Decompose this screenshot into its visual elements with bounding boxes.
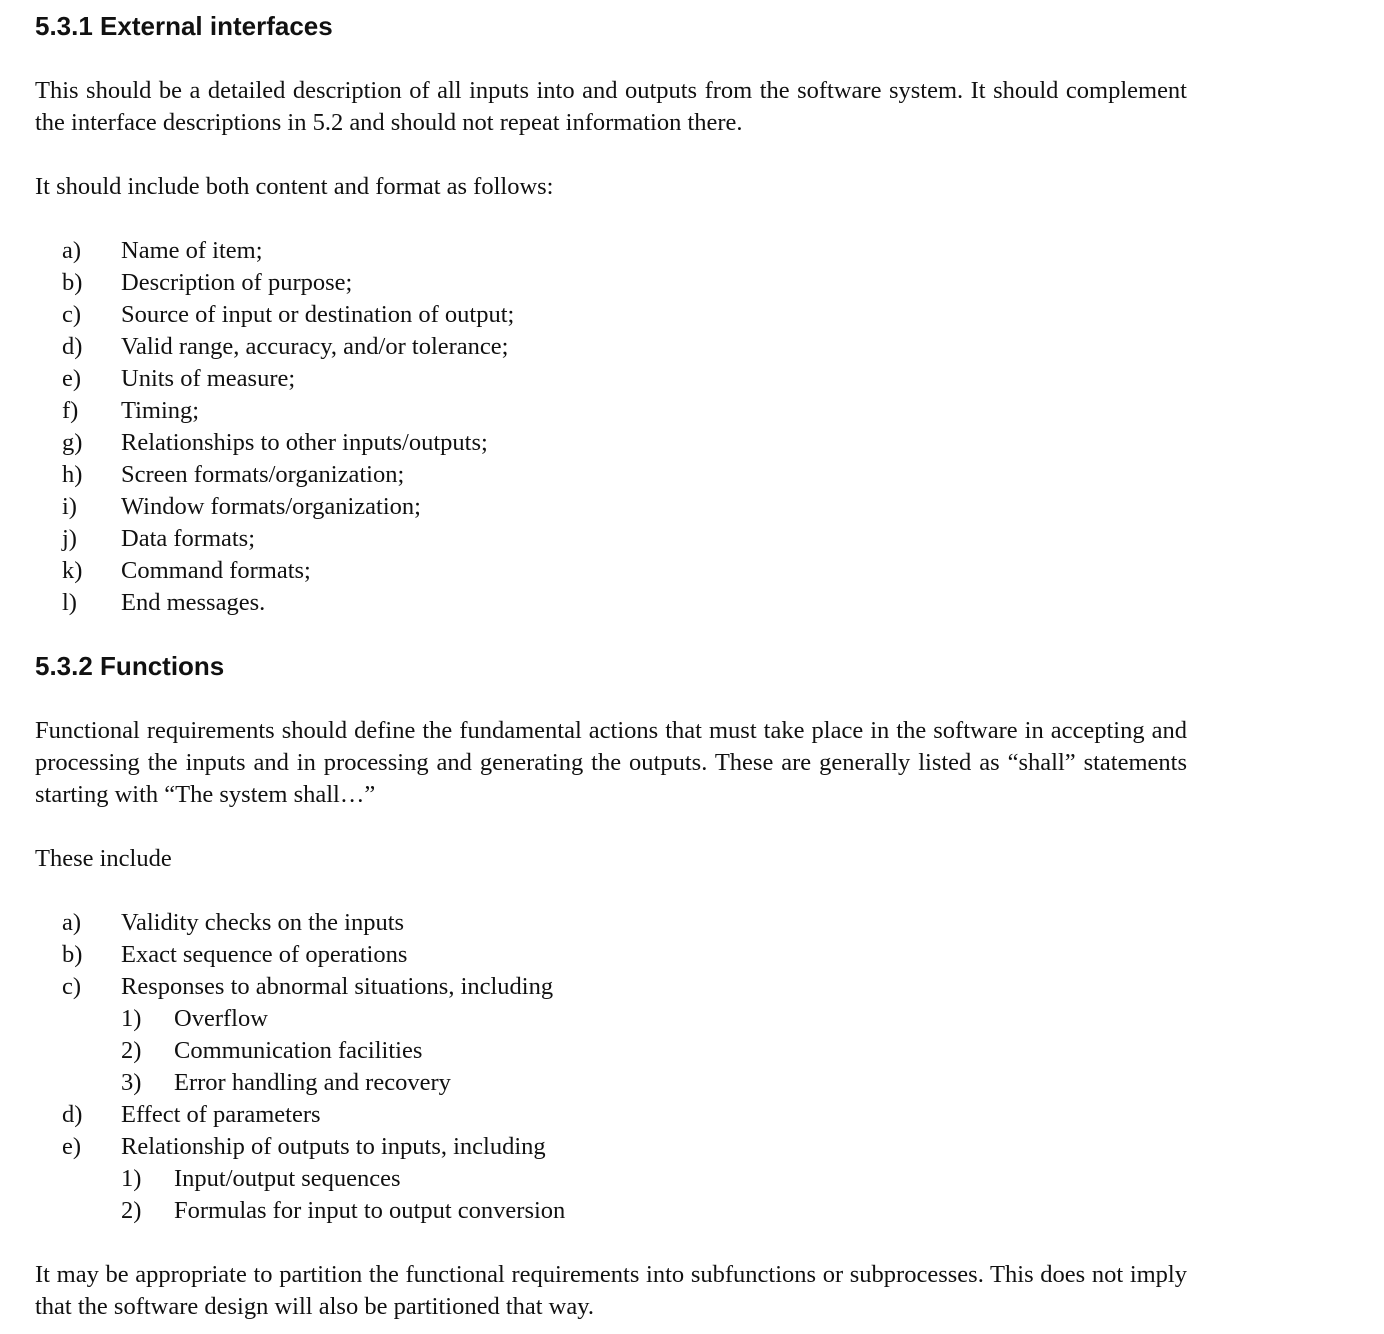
list-marker: b) bbox=[62, 269, 83, 296]
sub-list-item bbox=[35, 1003, 1187, 1035]
list-item-text: Responses to abnormal situations, including bbox=[121, 973, 554, 1000]
list-item bbox=[35, 939, 1187, 971]
list-item bbox=[35, 1099, 1187, 1131]
list-item-text: Relationships to other inputs/outputs; bbox=[121, 429, 488, 456]
sub-list-item bbox=[35, 1163, 1187, 1195]
list-marker: l) bbox=[62, 589, 77, 616]
list-item bbox=[35, 971, 1187, 1003]
list-item bbox=[35, 299, 1187, 331]
list-item-text: Data formats; bbox=[121, 525, 256, 552]
list-marker: 3) bbox=[121, 1069, 142, 1096]
list-item-text: Command formats; bbox=[121, 557, 311, 584]
list-marker: c) bbox=[62, 301, 82, 328]
list-item bbox=[35, 427, 1187, 459]
list-item-text: Units of measure; bbox=[121, 365, 296, 392]
paragraph-partitioning-note: It may be appropriate to partition the functional requirements into subfunctions or subprocesses. This does not imply that the software design will also be partitioned that way. bbox=[35, 1261, 1187, 1320]
list-item-text: Name of item; bbox=[121, 237, 263, 264]
list-item-text: Communication facilities bbox=[174, 1037, 423, 1064]
list-item-text: Formulas for input to output conversion bbox=[174, 1197, 566, 1224]
sub-list-item bbox=[35, 1035, 1187, 1067]
list-item-text: Source of input or destination of output; bbox=[121, 301, 515, 328]
list-item-text: Relationship of outputs to inputs, including bbox=[121, 1133, 546, 1160]
list-marker: b) bbox=[62, 941, 83, 968]
list-marker: 2) bbox=[121, 1037, 142, 1064]
list-marker: 2) bbox=[121, 1197, 142, 1224]
section-heading-functions: 5.3.2 Functions bbox=[35, 651, 225, 681]
list-marker: f) bbox=[62, 397, 79, 424]
list-item-text: Timing; bbox=[121, 397, 200, 424]
list-item-text: Window formats/organization; bbox=[121, 493, 421, 520]
sub-list-item bbox=[35, 1067, 1187, 1099]
list-item bbox=[35, 1131, 1187, 1163]
list-item-text: Error handling and recovery bbox=[174, 1069, 451, 1096]
list-item-text: Valid range, accuracy, and/or tolerance; bbox=[121, 333, 509, 360]
list-marker: i) bbox=[62, 493, 77, 520]
section-heading-external-interfaces: 5.3.1 External interfaces bbox=[35, 11, 333, 41]
list-marker: g) bbox=[62, 429, 83, 456]
list-item-text: Input/output sequences bbox=[174, 1165, 401, 1192]
list-item bbox=[35, 555, 1187, 587]
list-item bbox=[35, 459, 1187, 491]
functions-list bbox=[35, 907, 1187, 1227]
list-item-text: Screen formats/organization; bbox=[121, 461, 405, 488]
list-marker: 1) bbox=[121, 1165, 142, 1192]
list-marker: k) bbox=[62, 557, 83, 584]
list-marker: a) bbox=[62, 237, 82, 264]
list-item-text: Description of purpose; bbox=[121, 269, 353, 296]
list-marker: d) bbox=[62, 333, 83, 360]
list-item bbox=[35, 491, 1187, 523]
list-item bbox=[35, 907, 1187, 939]
list-marker: e) bbox=[62, 365, 82, 392]
list-item bbox=[35, 523, 1187, 555]
list-item bbox=[35, 363, 1187, 395]
list-item-text: End messages. bbox=[121, 589, 266, 616]
list-item bbox=[35, 395, 1187, 427]
list-item bbox=[35, 587, 1187, 619]
list-marker: d) bbox=[62, 1101, 83, 1128]
list-item bbox=[35, 267, 1187, 299]
list-item-text: Overflow bbox=[174, 1005, 268, 1032]
paragraph-these-include: These include bbox=[35, 845, 172, 872]
list-item-text: Exact sequence of operations bbox=[121, 941, 408, 968]
list-item bbox=[35, 331, 1187, 363]
list-item-text: Validity checks on the inputs bbox=[121, 909, 405, 936]
list-marker: a) bbox=[62, 909, 82, 936]
list-item bbox=[35, 235, 1187, 267]
paragraph-content-format-intro: It should include both content and format as follows: bbox=[35, 173, 554, 200]
external-interfaces-list bbox=[35, 235, 1187, 619]
list-marker: c) bbox=[62, 973, 82, 1000]
list-marker: 1) bbox=[121, 1005, 142, 1032]
paragraph-functional-requirements: Functional requirements should define the fundamental actions that must take place in the software in accepting and processing the inputs and in processing and generating the outputs. These are generally listed as “shall” statements starting with “The system shall…” bbox=[35, 717, 1187, 808]
list-marker: h) bbox=[62, 461, 83, 488]
sub-list-item bbox=[35, 1195, 1187, 1227]
list-marker: e) bbox=[62, 1133, 82, 1160]
list-item-text: Effect of parameters bbox=[121, 1101, 321, 1128]
list-marker: j) bbox=[62, 525, 77, 552]
paragraph-external-interfaces-description: This should be a detailed description of all inputs into and outputs from the software system. It should complement the interface descriptions in 5.2 and should not repeat information there. bbox=[35, 77, 1187, 136]
